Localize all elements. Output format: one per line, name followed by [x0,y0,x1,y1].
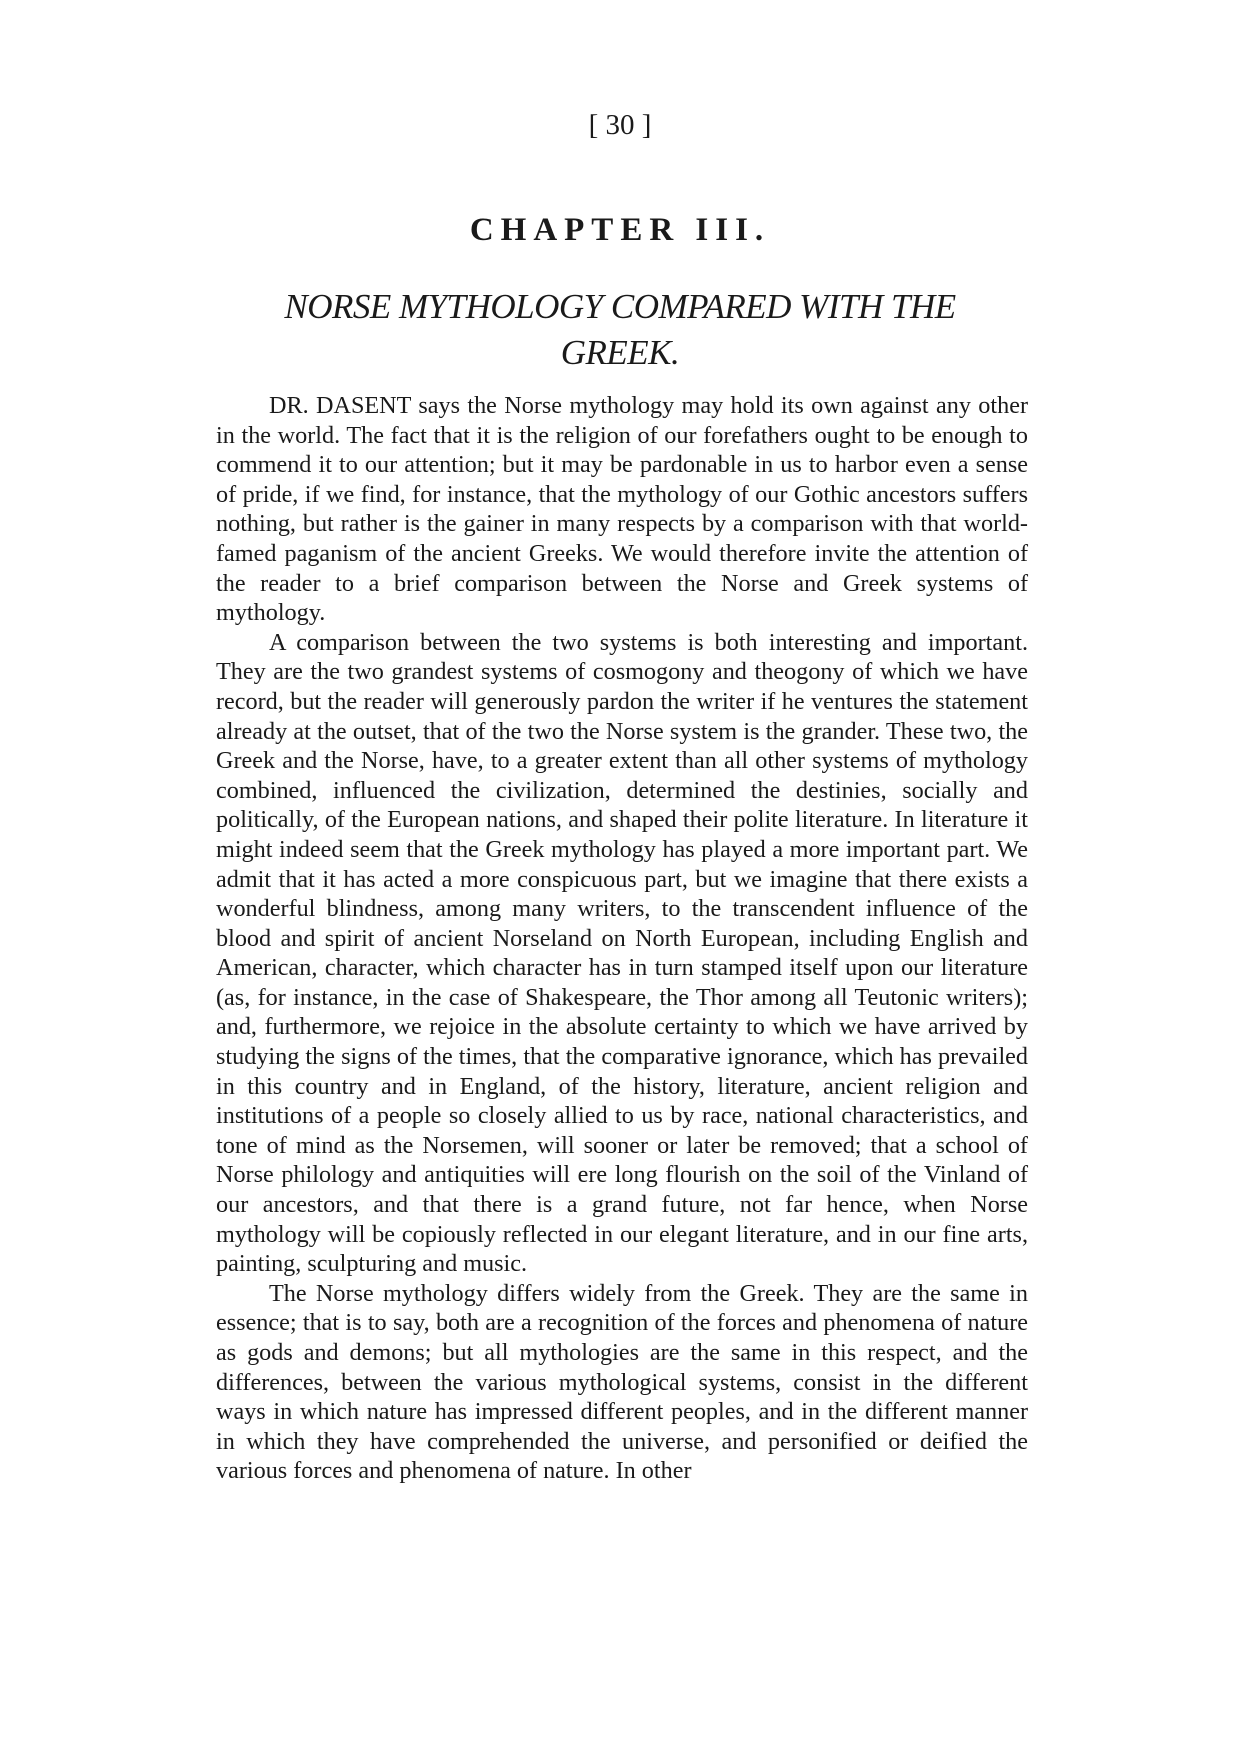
page-number: [ 30 ] [588,109,652,141]
paragraph-1: DR. DASENT says the Norse mythology may hold its own against any other in the world. The fact that it is the religion of our forefathers ought to be enough to commend it to our attention; but it may be pardonable in us to harbor even a sense of pride, if we find, for instance, that the mythology of our Gothic ancestors suffers nothing, but rather is the gainer in many respects by a comparison with that world-famed paganism of the ancient Greeks. We would therefore invite the attention of the reader to a brief comparison between the Norse and Greek systems of mythology. [216,392,1028,627]
paragraph-3: The Norse mythology differs widely from the Greek. They are the same in essence; that is to say, both are a recognition of the forces and phenomena of nature as gods and demons; but all mythologies are the same in this respect, and the differences, between the various mythological systems, consist in the different ways in which nature has impressed different peoples, and in the different manner in which they have comprehended the universe, and personified or deified the various forces and phenomena of nature. In other [216,1279,1028,1485]
paragraph-2: A comparison between the two systems is both interesting and important. They are the two grandest systems of cosmogony and theogony of which we have record, but the reader will generously pardon the writer if he ventures the statement already at the outset, that of the two the Norse system is the grander. These two, the Greek and the Norse, have, to a greater extent than all other systems of mythology combined, influenced the civilization, determined the destinies, socially and politically, of the European nations, and shaped their polite literature. In literature it might indeed seem that the Greek mythology has played a more important part. We admit that it has acted a more conspicuous part, but we imagine that there exists a wonderful blindness, among many writers, to the transcendent influence of the blood and spirit of ancient Norseland on North European, including English and American, character, which character has in turn stamped itself upon our literature (as, for instance, in the case of Shakespeare, the Thor among all Teutonic writers); and, furthermore, we rejoice in the absolute certainty to which we have arrived by studying the signs of the times, that the comparative ignorance, which has prevailed in this country and in England, of the history, literature, ancient religion and institutions of a people so closely allied to us by race, national characteristics, and tone of mind as the Norsemen, will sooner or later be removed; that a school of Norse philology and antiquities will ere long flourish on the soil of the Vinland of our ancestors, and that there is a grand future, not far hence, when Norse mythology will be copiously reflected in our elegant literature, and in our fine arts, painting, sculpturing and music. [216,628,1028,1278]
body-text [216,391,1028,1486]
chapter-title: NORSE MYTHOLOGY COMPARED WITH THE GREEK. [284,287,956,372]
chapter-heading: CHAPTER III. [469,212,771,248]
